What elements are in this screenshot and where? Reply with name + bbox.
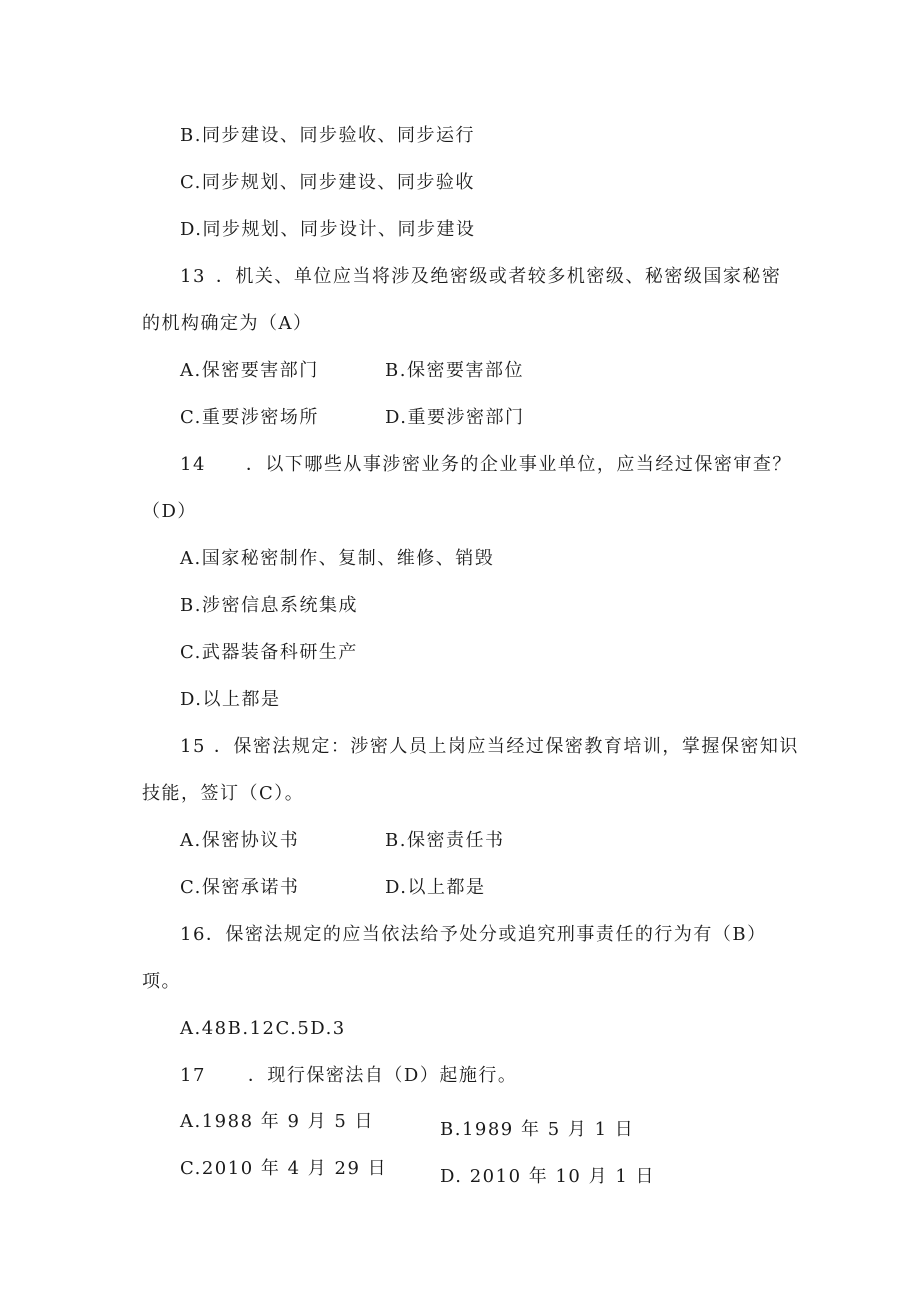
q13-option-a: A.保密要害部门 — [180, 360, 319, 381]
q15-stem-text: ．保密法规定：涉密人员上岗应当经过保密教育培训，掌握保密知识 — [213, 736, 799, 757]
q17-stem-text: ．现行保密法自（D）起施行。 — [247, 1065, 518, 1086]
q15-stem-line2: 技能，签订（C）。 — [142, 783, 305, 804]
q14-option-c: C.武器装备科研生产 — [180, 642, 358, 663]
q13-option-d: D.重要涉密部门 — [385, 407, 525, 428]
q14-stem-line1 — [180, 453, 792, 477]
q13-stem-text: ．机关、单位应当将涉及绝密级或者较多机密级、秘密级国家秘密 — [215, 266, 782, 287]
q12-option-c: C.同步规划、同步建设、同步验收 — [180, 172, 475, 193]
q14-stem-line2: （D） — [142, 501, 197, 522]
q14-option-a: A.国家秘密制作、复制、维修、销毁 — [180, 548, 495, 569]
q17-option-c: C.2010 年 4 月 29 日 — [180, 1158, 388, 1179]
q13-stem-line2: 的机构确定为（A） — [142, 313, 313, 334]
q16-stem-line1: 16．保密法规定的应当依法给予处分或追究刑事责任的行为有（B） — [180, 924, 767, 945]
q15-number: 15 — [180, 736, 206, 757]
q13-option-c: C.重要涉密场所 — [180, 407, 319, 428]
q15-option-b: B.保密责任书 — [385, 830, 505, 851]
q14-option-d: D.以上都是 — [180, 689, 281, 710]
q15-option-a: A.保密协议书 — [180, 830, 300, 851]
q14-stem-text: ．以下哪些从事涉密业务的企业事业单位，应当经过保密审查？ — [245, 454, 792, 475]
q12-option-d: D.同步规划、同步设计、同步建设 — [180, 219, 476, 240]
q17-stem — [180, 1064, 517, 1088]
q15-option-d: D.以上都是 — [385, 877, 486, 898]
q12-option-b: B.同步建设、同步验收、同步运行 — [180, 125, 475, 146]
q13-stem-line1 — [180, 265, 781, 289]
q14-number: 14 — [180, 454, 206, 475]
q17-option-b: B.1989 年 5 月 1 日 — [440, 1119, 635, 1140]
q15-option-c: C.保密承诺书 — [180, 877, 300, 898]
q15-stem-line1 — [180, 735, 799, 759]
q17-number: 17 — [180, 1065, 206, 1086]
q13-number: 13 — [180, 266, 206, 287]
q16-options: A.48B.12C.5D.3 — [180, 1018, 346, 1039]
q13-option-b: B.保密要害部位 — [385, 360, 524, 381]
q16-stem-line2: 项。 — [142, 971, 181, 992]
q14-option-b: B.涉密信息系统集成 — [180, 595, 358, 616]
q17-option-d: D. 2010 年 10 月 1 日 — [440, 1166, 656, 1187]
q17-option-a: A.1988 年 9 月 5 日 — [180, 1111, 375, 1132]
